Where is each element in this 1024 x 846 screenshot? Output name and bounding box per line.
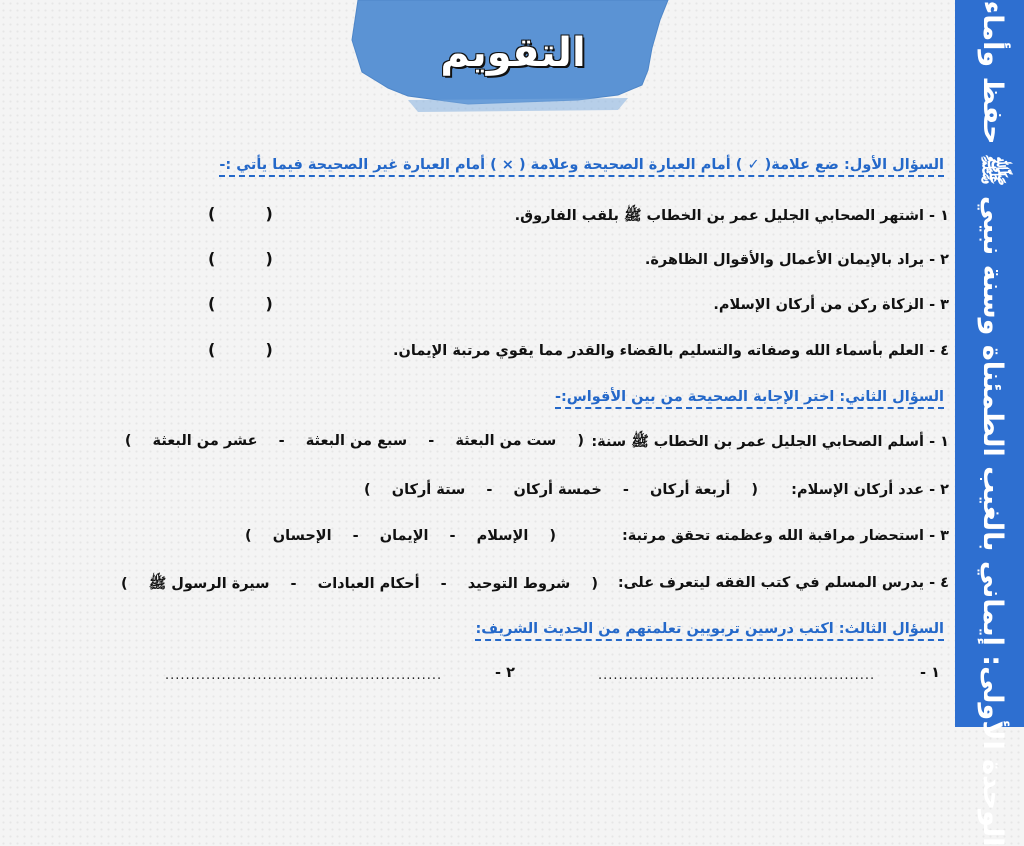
separator: - xyxy=(486,482,493,498)
q1-answer-box-2[interactable]: ( ) xyxy=(208,249,273,268)
q2-item-1-option-a[interactable]: ست من البعثة xyxy=(455,433,557,449)
q2-item-1-option-c[interactable]: عشر من البعثة xyxy=(152,433,258,449)
q2-item-1-option-b[interactable]: سبع من البعثة xyxy=(305,433,408,449)
q2-item-2-option-c[interactable]: ستة أركان xyxy=(391,482,466,498)
q2-item-4-open: ( xyxy=(591,576,598,592)
q3-answer-1-number: ١ - xyxy=(920,665,940,681)
q3-answer-2-line[interactable]: ...................................................... xyxy=(165,668,443,683)
q2-item-3-option-a[interactable]: الإسلام xyxy=(476,528,529,544)
q2-item-2-option-a[interactable]: أربعة أركان xyxy=(649,482,731,498)
q1-answer-box-3[interactable]: ( ) xyxy=(208,294,273,313)
q2-item-2-stem: ٢ - عدد أركان الإسلام: xyxy=(791,482,949,498)
q2-item-3-option-b[interactable]: الإيمان xyxy=(379,528,429,544)
q2-item-3-close: ) xyxy=(245,528,252,544)
separator: - xyxy=(622,482,629,498)
q2-item-3-option-c[interactable]: الإحسان xyxy=(272,528,332,544)
q2-item-2-close: ) xyxy=(363,482,371,498)
q1-statement-4: ٤ - العلم بأسماء الله وصفاته والتسليم بالقضاء والقدر مما يقوي مرتبة الإيمان. xyxy=(393,343,949,359)
q1-statement-1: ١ - اشتهر الصحابي الجليل عمر بن الخطاب ﷺ بلقب الفاروق. xyxy=(514,208,949,224)
q2-item-3-options xyxy=(237,528,564,544)
q2-item-4-options xyxy=(113,575,606,596)
separator: - xyxy=(352,528,359,544)
q2-item-4-option-b[interactable]: أحكام العبادات xyxy=(317,576,420,592)
q2-item-1-open: ( xyxy=(577,433,584,449)
q2-item-4-option-c[interactable]: سيرة الرسول ﷺ xyxy=(148,576,270,592)
q2-item-3-stem: ٣ - استحضار مراقبة الله وعظمته تحقق مرتبة: xyxy=(621,528,949,544)
q1-statement-2: ٢ - يراد بالإيمان الأعمال والأقوال الظاهرة. xyxy=(644,252,949,268)
separator: - xyxy=(428,433,435,449)
q3-answer-2-number: ٢ - xyxy=(495,665,515,681)
unit-title: الوحدة الأولى: إيماني بالغيب الطمئناة وسنة نبيي ﷺ حفظ وأماء xyxy=(976,0,1008,846)
page-title: التقويم xyxy=(440,30,586,76)
q1-answer-box-4[interactable]: ( ) xyxy=(208,340,273,359)
q2-item-3-open: ( xyxy=(549,528,556,544)
q2-item-2-open: ( xyxy=(751,482,758,498)
q3-answer-1-line[interactable]: ...................................................... xyxy=(598,668,876,683)
q2-item-2-options xyxy=(356,482,766,498)
q2-item-1-options xyxy=(117,433,592,449)
q2-item-4-stem: ٤ - يدرس المسلم في كتب الفقه ليتعرف على: xyxy=(617,575,949,591)
question-3-heading: السؤال الثالث: اكتب درسين تربويين تعلمتهم من الحديث الشريف: xyxy=(475,621,944,641)
separator: - xyxy=(449,528,456,544)
q1-statement-3: ٣ - الزكاة ركن من أركان الإسلام. xyxy=(713,297,949,313)
separator: - xyxy=(290,576,297,592)
question-2-heading: السؤال الثاني: اختر الإجابة الصحيحة من بين الأقواس:- xyxy=(555,389,944,409)
separator: - xyxy=(440,576,447,592)
q2-item-1-close: ) xyxy=(124,433,132,449)
unit-sidebar xyxy=(955,0,1024,846)
q2-item-4-close: ) xyxy=(121,576,128,592)
q1-answer-box-1[interactable]: ( ) xyxy=(208,204,273,223)
q2-item-2-option-b[interactable]: خمسة أركان xyxy=(513,482,602,498)
question-1-heading: السؤال الأول: ضع علامة( ✓ ) أمام العبارة الصحيحة وعلامة ( × ) أمام العبارة غير الصحيحة فيما يأتي :- xyxy=(219,157,944,177)
q2-item-4-option-a[interactable]: شروط التوحيد xyxy=(467,576,571,592)
q2-item-1-stem: ١ - أسلم الصحابي الجليل عمر بن الخطاب ﷺ سنة: xyxy=(591,434,949,450)
separator: - xyxy=(278,433,285,449)
